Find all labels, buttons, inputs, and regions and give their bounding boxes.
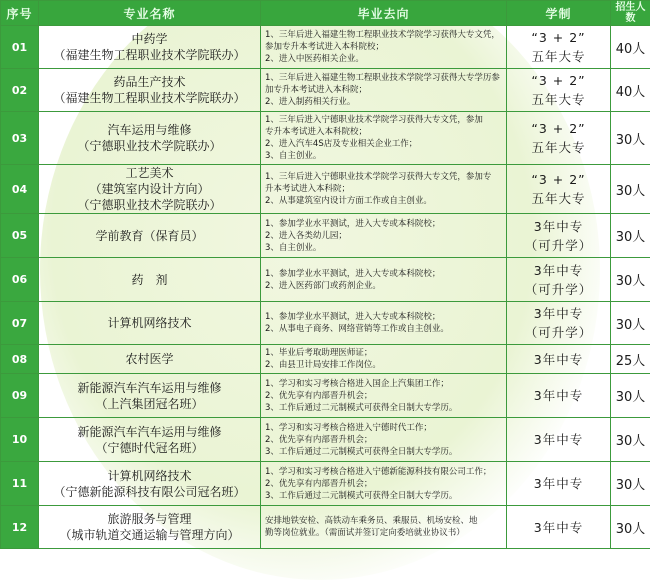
table-row — [1, 112, 650, 165]
study-system-line: （可升学） — [507, 280, 610, 299]
major-name-line: （上汽集团冠名班） — [39, 396, 260, 412]
destination-line: 1、学习和实习考核合格进入国企上汽集团工作； — [265, 378, 502, 390]
study-system — [507, 345, 611, 374]
study-system-line: 五年大专 — [507, 189, 610, 208]
study-system-line: （可升学） — [507, 323, 610, 342]
enrollment-count: 25人 — [611, 345, 650, 374]
study-system-line: 3年中专 — [507, 386, 610, 405]
enrollment-count: 40人 — [611, 69, 650, 112]
study-system — [507, 462, 611, 506]
destination-line: 2、由县卫计局安排工作岗位。 — [265, 359, 502, 371]
study-system-line: 3年中专 — [507, 350, 610, 369]
major-name-line: 汽车运用与维修 — [39, 122, 260, 138]
destination-line: 1、学习和实习考核合格进入宁德新能源科技有限公司工作； — [265, 466, 502, 478]
study-system — [507, 506, 611, 549]
header-count: 招生人数 — [611, 1, 650, 26]
study-system-line: 3年中专 — [507, 217, 610, 236]
major-name-line: （宁德新能源科技有限公司冠名班） — [39, 484, 260, 500]
graduation-destination — [261, 258, 507, 302]
major-name-line: 计算机网络技术 — [39, 315, 260, 331]
destination-line: 2、从事电子商务、网络营销等工作或自主创业。 — [265, 323, 502, 335]
graduation-destination — [261, 462, 507, 506]
destination-line: 2、进入汽车4S店及专业相关企业工作； — [265, 138, 502, 150]
destination-line: 3、工作后通过二元制模式可获得全日制大专学历。 — [265, 446, 502, 458]
table-row — [1, 302, 650, 345]
graduation-destination — [261, 165, 507, 214]
row-number: 04 — [1, 165, 39, 214]
header-num: 序号 — [1, 1, 39, 26]
destination-line: 2、优先享有内部晋升机会； — [265, 434, 502, 446]
destination-line: 1、三年后进入福建生物工程职业技术学院学习获得大专文凭， — [265, 29, 502, 41]
table-row — [1, 374, 650, 418]
study-system — [507, 69, 611, 112]
major-name-line: 工艺美术 — [39, 165, 260, 181]
major-name-line: （建筑室内设计方向） — [39, 181, 260, 197]
graduation-destination — [261, 302, 507, 345]
table-row — [1, 462, 650, 506]
table-row — [1, 506, 650, 549]
destination-line: 2、优先享有内部晋升机会； — [265, 390, 502, 402]
graduation-destination — [261, 345, 507, 374]
header-major: 专业名称 — [39, 1, 261, 26]
destination-line: 1、三年后进入宁德职业技术学院学习获得大专文凭，参加 — [265, 114, 502, 126]
major-name — [39, 374, 261, 418]
enrollment-count: 30人 — [611, 112, 650, 165]
major-name — [39, 214, 261, 258]
major-name — [39, 112, 261, 165]
destination-line: 1、三年后进入福建生物工程职业技术学院学习获得大专学历参 — [265, 72, 502, 84]
major-name — [39, 165, 261, 214]
study-system-line: 五年大专 — [507, 90, 610, 109]
destination-line: 专升本考试进入本科院校； — [265, 126, 502, 138]
row-number: 09 — [1, 374, 39, 418]
destination-line: 安排地铁安检、高铁动车乘务员、乘服员、机场安检、地 — [265, 515, 502, 527]
major-name-line: （宁德职业技术学院联办） — [39, 197, 260, 213]
table-row — [1, 418, 650, 462]
major-name — [39, 506, 261, 549]
destination-line: 1、毕业后考取助理医师证； — [265, 347, 502, 359]
table-row — [1, 345, 650, 374]
study-system-line: 五年大专 — [507, 138, 610, 157]
major-name-line: （城市轨道交通运输与管理方向） — [39, 527, 260, 543]
enrollment-count: 30人 — [611, 302, 650, 345]
study-system — [507, 112, 611, 165]
enrollment-count: 30人 — [611, 506, 650, 549]
enrollment-count: 40人 — [611, 26, 650, 69]
graduation-destination — [261, 26, 507, 69]
study-system — [507, 374, 611, 418]
destination-line: 1、参加学业水平测试，进入大专或本科院校； — [265, 311, 502, 323]
major-name-line: （宁德时代冠名班） — [39, 440, 260, 456]
destination-line: 勤等岗位就业。（需面试并签订定向委培就业协议书） — [265, 527, 502, 539]
row-number: 11 — [1, 462, 39, 506]
destination-line: 2、进入医药部门或药剂企业。 — [265, 280, 502, 292]
major-name-line: （福建生物工程职业技术学院联办） — [39, 90, 260, 106]
major-name-line: 新能源汽车汽车运用与维修 — [39, 380, 260, 396]
study-system — [507, 165, 611, 214]
enrollment-count: 30人 — [611, 165, 650, 214]
major-name — [39, 258, 261, 302]
header-dest: 毕业去向 — [261, 1, 507, 26]
header-system: 学制 — [507, 1, 611, 26]
graduation-destination — [261, 374, 507, 418]
study-system-line: 3年中专 — [507, 430, 610, 449]
major-name — [39, 462, 261, 506]
destination-line: 1、三年后进入宁德职业技术学院学习获得大专文凭，参加专 — [265, 171, 502, 183]
study-system-line: （可升学） — [507, 236, 610, 255]
destination-line: 2、从事建筑室内设计方面工作或自主创业。 — [265, 195, 502, 207]
major-name-line: 学前教育（保育员） — [39, 228, 260, 244]
destination-line: 1、参加学业水平测试，进入大专或本科院校； — [265, 218, 502, 230]
enrollment-count: 30人 — [611, 214, 650, 258]
study-system-line: “3 + 2” — [507, 170, 610, 189]
major-name — [39, 345, 261, 374]
row-number: 07 — [1, 302, 39, 345]
destination-line: 加专升本考试进入本科院； — [265, 84, 502, 96]
destination-line: 2、进入中医药相关企业。 — [265, 53, 502, 65]
study-system-line: 3年中专 — [507, 474, 610, 493]
major-name-line: 新能源汽车汽车运用与维修 — [39, 424, 260, 440]
graduation-destination — [261, 506, 507, 549]
table-row — [1, 214, 650, 258]
study-system-line: “3 + 2” — [507, 71, 610, 90]
major-name-line: 中药学 — [39, 31, 260, 47]
enrollment-count: 30人 — [611, 374, 650, 418]
graduation-destination — [261, 69, 507, 112]
destination-line: 2、优先享有内部晋升机会； — [265, 478, 502, 490]
major-name-line: （福建生物工程职业技术学院联办） — [39, 47, 260, 63]
row-number: 10 — [1, 418, 39, 462]
study-system-line: 3年中专 — [507, 304, 610, 323]
study-system-line: “3 + 2” — [507, 28, 610, 47]
study-system — [507, 302, 611, 345]
destination-line: 1、参加学业水平测试，进入大专或本科院校； — [265, 268, 502, 280]
row-number: 12 — [1, 506, 39, 549]
major-name-line: （宁德职业技术学院联办） — [39, 138, 260, 154]
graduation-destination — [261, 214, 507, 258]
table-row — [1, 258, 650, 302]
destination-line: 3、工作后通过二元制模式可获得全日制大专学历。 — [265, 490, 502, 502]
study-system-line: 3年中专 — [507, 261, 610, 280]
major-name-line: 农村医学 — [39, 351, 260, 367]
study-system-line: “3 + 2” — [507, 119, 610, 138]
study-system — [507, 214, 611, 258]
major-name-line: 药 剂 — [39, 272, 260, 288]
study-system — [507, 26, 611, 69]
table-row — [1, 26, 650, 69]
study-system-line: 3年中专 — [507, 518, 610, 537]
major-name-line: 药品生产技术 — [39, 74, 260, 90]
enrollment-count: 30人 — [611, 462, 650, 506]
major-name-line: 计算机网络技术 — [39, 468, 260, 484]
row-number: 06 — [1, 258, 39, 302]
major-name — [39, 302, 261, 345]
graduation-destination — [261, 418, 507, 462]
destination-line: 3、自主创业。 — [265, 150, 502, 162]
row-number: 05 — [1, 214, 39, 258]
major-name-line: 旅游服务与管理 — [39, 511, 260, 527]
major-name — [39, 418, 261, 462]
row-number: 08 — [1, 345, 39, 374]
enrollment-count: 30人 — [611, 418, 650, 462]
destination-line: 3、自主创业。 — [265, 242, 502, 254]
major-name — [39, 26, 261, 69]
destination-line: 1、学习和实习考核合格进入宁德时代工作； — [265, 422, 502, 434]
study-system — [507, 258, 611, 302]
destination-line: 2、进入制药相关行业。 — [265, 96, 502, 108]
table-row — [1, 69, 650, 112]
major-name — [39, 69, 261, 112]
study-system-line: 五年大专 — [507, 47, 610, 66]
destination-line: 参加专升本考试进入本科院校； — [265, 41, 502, 53]
destination-line: 升本考试进入本科院； — [265, 183, 502, 195]
study-system — [507, 418, 611, 462]
row-number: 03 — [1, 112, 39, 165]
table-row — [1, 165, 650, 214]
table-header-row — [1, 1, 650, 26]
enrollment-count: 30人 — [611, 258, 650, 302]
destination-line: 2、进入各类幼儿园； — [265, 230, 502, 242]
row-number: 02 — [1, 69, 39, 112]
row-number: 01 — [1, 26, 39, 69]
graduation-destination — [261, 112, 507, 165]
destination-line: 3、工作后通过二元制模式可获得全日制大专学历。 — [265, 402, 502, 414]
